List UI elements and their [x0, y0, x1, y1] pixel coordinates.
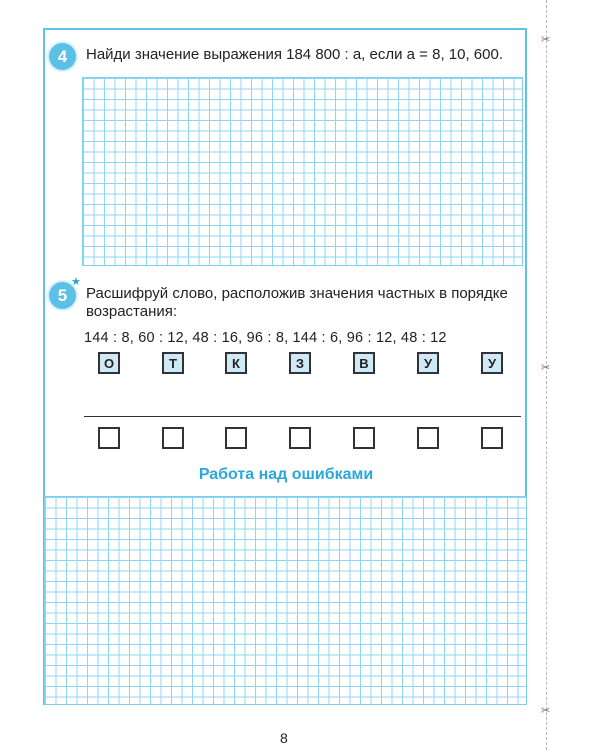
task-4-answer-grid[interactable]	[82, 77, 523, 266]
answer-box-7[interactable]	[481, 427, 503, 449]
letter-card: З	[289, 352, 311, 374]
star-icon: ★	[71, 276, 81, 288]
task-5-expressions: 144 : 8, 60 : 12, 48 : 16, 96 : 8, 144 : 6, 96 : 12, 48 : 12	[84, 330, 447, 346]
cut-line	[546, 0, 547, 750]
letter-card: У	[481, 352, 503, 374]
answer-box-1[interactable]	[98, 427, 120, 449]
answer-box-6[interactable]	[417, 427, 439, 449]
task-4-text: Найди значение выражения 184 800 : a, если a = 8, 10, 600.	[86, 46, 503, 63]
answer-box-3[interactable]	[225, 427, 247, 449]
error-work-grid[interactable]	[44, 496, 527, 705]
task-4-badge: 4	[49, 43, 76, 70]
letter-card: К	[225, 352, 247, 374]
page-number: 8	[280, 730, 288, 746]
answer-box-2[interactable]	[162, 427, 184, 449]
task-5-text: Расшифруй слово, расположив значения частных в порядке возрастания:	[86, 285, 508, 320]
answer-box-5[interactable]	[353, 427, 375, 449]
task-5-badge: 5	[49, 282, 76, 309]
answer-line[interactable]	[84, 416, 521, 417]
letter-card: У	[417, 352, 439, 374]
scissors-icon: ✂	[541, 705, 551, 717]
letter-card: В	[353, 352, 375, 374]
section-title: Работа над ошибками	[198, 466, 374, 483]
answer-box-4[interactable]	[289, 427, 311, 449]
letter-card: О	[98, 352, 120, 374]
scissors-icon: ✂	[541, 362, 551, 374]
letter-card: Т	[162, 352, 184, 374]
scissors-icon: ✂	[541, 34, 551, 46]
